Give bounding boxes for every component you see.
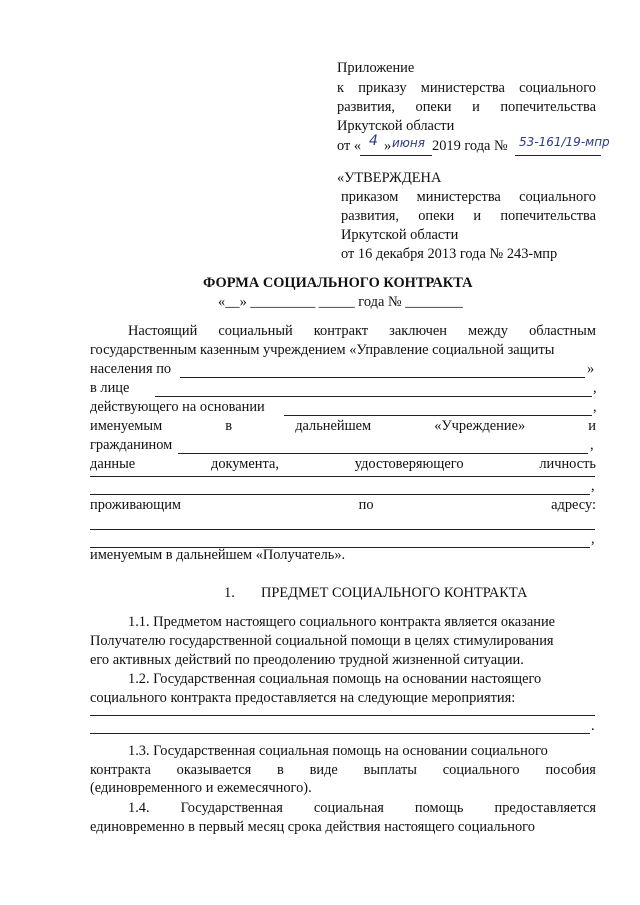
section-number: 1.: [224, 585, 235, 601]
fill-line: [178, 453, 588, 454]
appendix-title: Приложение: [337, 60, 415, 76]
fill-line: [90, 733, 590, 734]
handwritten-day: 4: [369, 133, 378, 149]
clause-line: контракта оказывается в виде выплаты социального пособия: [90, 762, 596, 778]
clause-line: социального контракта предоставляется на следующие мероприятия:: [90, 690, 516, 706]
clause-line: 1.4. Государственная социальная помощь предоставляется: [128, 800, 596, 816]
fill-line: [180, 377, 585, 378]
fill-line: [90, 529, 595, 530]
date-underline: [360, 155, 432, 156]
intro-line: именуемым в дальнейшем «Получатель».: [90, 547, 346, 563]
fill-line: [90, 476, 595, 477]
form-title: ФОРМА СОЦИАЛЬНОГО КОНТРАКТА: [203, 275, 473, 291]
intro-line: проживающим по адресу:: [90, 497, 596, 513]
clause-line: единовременно в первый месяц срока действия настоящего социального: [90, 819, 535, 835]
clause-line: 1.2. Государственная социальная помощь на основании настоящего: [128, 671, 542, 687]
field-label: гражданином: [90, 437, 173, 453]
section-title: ПРЕДМЕТ СОЦИАЛЬНОГО КОНТРАКТА: [261, 585, 528, 601]
clause-line: (единовременного и ежемесячного).: [90, 780, 312, 796]
intro-line: данные документа, удостоверяющего личность: [90, 456, 596, 472]
approved-line: от 16 декабря 2013 года № 243-мпр: [341, 246, 558, 262]
fill-line: [90, 715, 595, 716]
fill-line: [155, 396, 592, 397]
clause-line: 1.1. Предметом настоящего социального контракта является оказание: [128, 614, 556, 630]
approved-title: «УТВЕРЖДЕНА: [337, 170, 442, 186]
approved-line: развития, опеки и попечительства: [341, 208, 596, 224]
intro-line: государственным казенным учреждением «Управление социальной защиты: [90, 342, 555, 358]
intro-line: именуемым в дальнейшем «Учреждение» и: [90, 418, 596, 434]
field-label: в лице: [90, 380, 130, 396]
appendix-line: развития, опеки и попечительства: [337, 99, 596, 115]
clause-line: 1.3. Государственная социальная помощь на основании социального: [128, 743, 548, 759]
intro-line: Настоящий социальный контракт заключен между областным: [128, 323, 596, 339]
fill-line: [284, 415, 592, 416]
field-label: населения по: [90, 361, 172, 377]
appendix-line: Иркутской области: [337, 118, 455, 134]
form-date-line: «__» _________ _____ года № ________: [218, 294, 463, 310]
handwritten-month: июня: [392, 136, 425, 150]
number-underline: [515, 155, 601, 156]
field-label: действующего на основании: [90, 399, 265, 415]
clause-line: его активных действий по преодолению трудной жизненной ситуации.: [90, 652, 524, 668]
fill-line: [90, 494, 590, 495]
appendix-line: к приказу министерства социального: [337, 80, 596, 96]
handwritten-number: 53-161/19-мпр: [519, 135, 610, 149]
clause-line: Получателю государственной социальной помощи в целях стимулирования: [90, 633, 554, 649]
approved-line: приказом министерства социального: [341, 189, 596, 205]
approved-line: Иркутской области: [341, 227, 459, 243]
